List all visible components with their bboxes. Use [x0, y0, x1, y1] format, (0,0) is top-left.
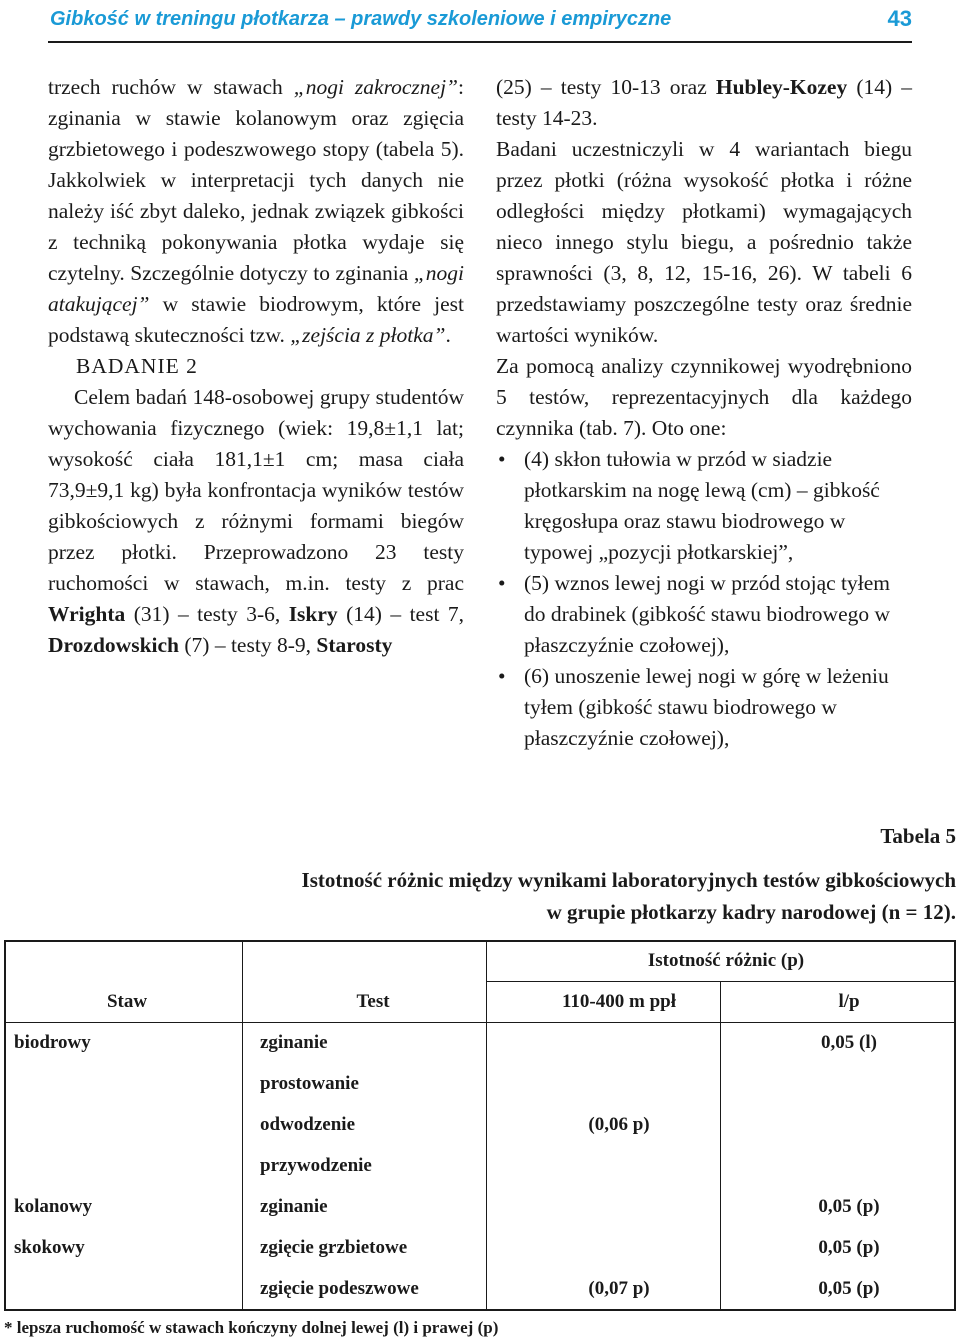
paragraph: [496, 72, 912, 134]
table-footnote: * lepsza ruchomość w stawach kończyny dolnej lewej (l) i prawej (p): [4, 1318, 499, 1337]
table-cell: 0,05 (l): [821, 1031, 877, 1053]
table-cell: odwodzenie: [260, 1113, 355, 1135]
table-cell: przywodzenie: [260, 1154, 372, 1176]
bullet-list: [496, 444, 912, 754]
table-row: [4, 1227, 956, 1268]
table-header-row: [4, 981, 956, 1022]
text-run: (14) – test 7,: [337, 602, 464, 626]
table-cell: zginanie: [260, 1031, 328, 1053]
text-run: (25) – testy 10-13 oraz: [496, 75, 716, 99]
table-cell: zginanie: [260, 1195, 328, 1217]
table-cell: [742, 1104, 956, 1145]
right-column: [496, 72, 912, 754]
text-run: (7) – testy 8-9,: [179, 633, 317, 657]
table-title: w grupie płotkarzy kadry narodowej (n = 12).: [546, 900, 956, 924]
author-name: Drozdowskich: [48, 633, 180, 657]
table-cell: [4, 1063, 250, 1104]
table-rule: [720, 981, 721, 1311]
quoted-term: „nogi atakującej”: [48, 261, 464, 316]
table-cell: [250, 940, 496, 981]
table-cell: skokowy: [14, 1236, 85, 1258]
table-cell: [496, 1063, 742, 1104]
running-header: [48, 6, 912, 34]
paragraph: Badani uczestniczyli w 4 wariantach biegu przez płotki (różna wysokość płotka i różne odległości między płotkami) wymagających nieco innego stylu biegu, a pośrednio także sprawności (3, 8, 12, 15-16, 26). W tabeli 6 przedstawiamy poszczególne testy oraz średnie wartości wyników.: [496, 137, 912, 347]
quoted-term: „nogi zakrocznej”: [293, 75, 459, 99]
table-cell: kolanowy: [14, 1195, 93, 1217]
text-run: w stawie biodrowym, które jest podstawą skuteczności tzw.: [48, 292, 464, 347]
table-cell: (0,06 p): [588, 1113, 650, 1135]
text-run: Celem badań 148-osobowej grupy studentów wychowania fizycznego (wiek: 19,8±1,1 lat; wysokość ciała 181,1±1 cm; masa ciała 73,9±9,1 kg) była konfrontacja wyników testów gibkościowych z różnymi formami biegów przez płotki. Przeprowadzono 23 testy ruchomości w stawach, m.in. testy z prac: [48, 385, 464, 595]
table-cell: [742, 1063, 956, 1104]
table-rule: [4, 1022, 956, 1023]
column-header: 110-400 m ppł: [561, 990, 677, 1012]
header-rule: [48, 41, 912, 43]
group-header: Istotność różnic (p): [647, 949, 805, 971]
table-cell: [496, 1145, 742, 1186]
paragraph: [48, 382, 464, 661]
table-cell: zgięcie grzbietowe: [260, 1236, 408, 1258]
text-run: (31) – testy 3-6,: [125, 602, 289, 626]
table-cell: (0,07 p): [588, 1277, 650, 1299]
table-cell: 0,05 (p): [818, 1236, 880, 1258]
table-cell: [496, 1186, 742, 1227]
table-cell: prostowanie: [260, 1072, 359, 1094]
table-cell: [742, 1145, 956, 1186]
table-cell: biodrowy: [14, 1031, 91, 1053]
paragraph: [48, 72, 464, 351]
table-row: [4, 1022, 956, 1063]
list-item: • (6) unoszenie lewej nogi w górę w leżeniu tyłem (gibkość stawu biodrowego w płaszczyźnie czołowej),: [496, 661, 912, 754]
table-rule: [242, 940, 243, 1311]
text-run: trzech ruchów w stawach: [48, 75, 294, 99]
table-row: [4, 940, 956, 981]
table-row: [4, 1145, 956, 1186]
column-header: l/p: [838, 990, 860, 1012]
table-cell: [496, 1022, 742, 1063]
table-cell: 0,05 (p): [818, 1277, 880, 1299]
table-rule: [486, 940, 487, 1311]
table-row: [4, 1186, 956, 1227]
table-cell: [496, 1227, 742, 1268]
table-cell: [4, 940, 250, 981]
table-row: [4, 1268, 956, 1309]
author-name: Iskry: [288, 602, 338, 626]
column-header: Staw: [106, 990, 148, 1012]
author-name: Hubley-Kozey: [715, 75, 848, 99]
list-item: • (5) wznos lewej nogi w przód stojąc tyłem do drabinek (gibkość stawu biodrowego w płaszczyźnie czołowej),: [496, 568, 912, 661]
column-header: Test: [356, 990, 390, 1012]
paragraph: Za pomocą analizy czynnikowej wyodrębniono 5 testów, reprezentacyjnych dla każdego czynnika (tab. 7). Oto one:: [496, 354, 912, 440]
text-run: .: [445, 323, 451, 347]
author-name: Starosty: [316, 633, 393, 657]
table-rule: [486, 981, 956, 982]
list-item: • (4) skłon tułowia w przód w siadzie płotkarskim na nogę lewą (cm) – gibkość kręgosłupa oraz stawu biodrowego w typowej „pozycji płotkarskiej”,: [496, 444, 912, 568]
table-row: [4, 1063, 956, 1104]
table-row: [4, 1104, 956, 1145]
table-cell: [4, 1145, 250, 1186]
table-cell: zgięcie podeszwowe: [260, 1277, 419, 1299]
table-cell: [4, 1268, 250, 1309]
author-name: Wrighta: [48, 602, 126, 626]
table-cell: 0,05 (p): [818, 1195, 880, 1217]
section-heading: BADANIE 2: [76, 354, 198, 378]
results-table: [4, 940, 956, 1309]
text-run: (14) – testy 14-23.: [496, 75, 912, 130]
header-title: Gibkość w treningu płotkarza – prawdy szkoleniowe i empiryczne: [50, 8, 672, 30]
page-number: 43: [887, 6, 912, 31]
quoted-term: „zejścia z płotka”: [290, 323, 446, 347]
left-column: [48, 72, 464, 661]
table-label: Tabela 5: [880, 824, 956, 848]
text-run: : zginania w stawie kolanowym oraz zgięcia grzbietowego i podeszwowego stopy (tabela 5). Jakkolwiek w interpretacji tych danych nie należy iść zbyt daleko, jednak związek gibkości z techniką pokonywania płotka wydaje się czytelny. Szczególnie dotyczy to zginania: [48, 75, 465, 285]
table-title: Istotność różnic między wynikami laboratoryjnych testów gibkościowych: [301, 868, 956, 892]
table-cell: [4, 1104, 250, 1145]
